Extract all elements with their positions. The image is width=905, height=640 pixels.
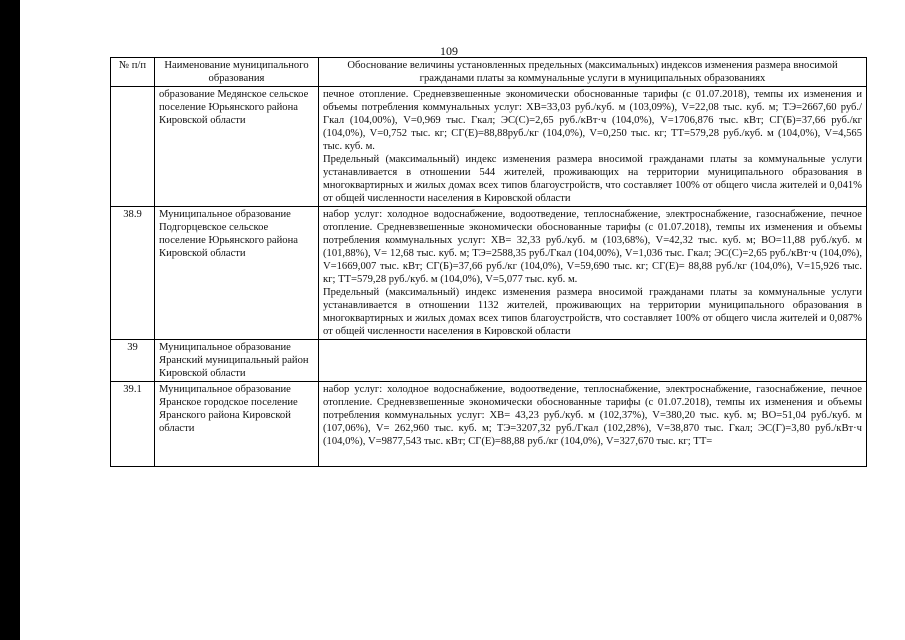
row-basis [319, 207, 867, 340]
row-name: Муниципальное образование Подгорцевское сельское поселение Юрьянского района Кировской области [155, 207, 319, 340]
table-row [111, 382, 867, 467]
basis-paragraph: набор услуг: холодное водоснабжение, водоотведение, теплоснабжение, электроснабжение, газоснабжение, печное отопление. Средневзвешенные экономически обоснованные тарифы (с 01.07.2018), темпы их изменения и объемы потребления коммунальных услуг: ХВ= 32,33 руб./куб. м (103,68%), V=42,32 тыс. куб. м; ВО=11,88 руб./куб. м (101,88%), V= 12,68 тыс. куб. м; ТЭ=2588,35 руб./Гкал (104,00%), V=1,036 тыс. Гкал; ЭС(С)=2,65 руб./кВт·ч (104,0%), V=1669,007 тыс. кВт; СГ(Б)=37,66 руб./кг (104,0%), V=59,690 тыс. кг; СГ(Е)= 88,88 руб./кг (104,0%), V=15,926 тыс. кг; ТТ=579,28 руб./куб. м (104,0%), V=5,077 тыс. куб. м. [323, 209, 862, 285]
basis-paragraph: Предельный (максимальный) индекс изменения размера вносимой гражданами платы за коммунальные услуги устанавливается в отношении 544 жителей, проживающих на территории муниципального образования в многоквартирных и жилых домах всех типов благоустройств, что составляет 100% от общего числа жителей и 0,041% от общей численности населения в Кировской области [323, 154, 862, 204]
table-header-row [111, 58, 867, 87]
row-number: 39 [111, 340, 155, 382]
table-row [111, 340, 867, 382]
basis-paragraph: Предельный (максимальный) индекс изменения размера вносимой гражданами платы за коммунальные услуги устанавливается в отношении 1132 жителей, проживающих на территории муниципального образования в многоквартирных и жилых домах всех типов благоустройств, что составляет 100% от общего числа жителей и 0,087% от общей численности населения в Кировской области [323, 287, 862, 337]
table-row [111, 207, 867, 340]
basis-paragraph: набор услуг: холодное водоснабжение, водоотведение, теплоснабжение, электроснабжение, газоснабжение, печное отопление. Средневзвешенные экономически обоснованные тарифы (с 01.07.2018), темпы их изменения и объемы потребления коммунальных услуг: ХВ= 43,23 руб./куб. м (102,37%), V=380,20 тыс. куб. м; ВО=51,04 руб./куб. м (107,06%), V= 262,960 тыс. куб. м; ТЭ=3207,32 руб./Гкал (102,28%), V=38,870 тыс. Гкал; ЭС(Г)=3,80 руб./кВт·ч (104,0%), V=9877,543 тыс. кВт; СГ(Е)=88,88 руб./кг (104,0%), V=327,670 тыс. кг; ТТ= [323, 384, 862, 447]
table-row [111, 87, 867, 207]
basis-clip [323, 383, 862, 465]
row-number [111, 87, 155, 207]
row-name: Муниципальное образование Яранский муниципальный район Кировской области [155, 340, 319, 382]
tariff-table [110, 57, 867, 467]
header-number: № п/п [111, 58, 155, 87]
row-basis [319, 87, 867, 207]
row-basis [319, 382, 867, 467]
row-name: образование Медянское сельское поселение Юрьянского района Кировской области [155, 87, 319, 207]
row-number: 38.9 [111, 207, 155, 340]
header-basis: Обоснование величины установленных предельных (максимальных) индексов изменения размера вносимой гражданами платы за коммунальные услуги в муниципальных образованиях [319, 58, 867, 87]
row-number: 39.1 [111, 382, 155, 467]
header-name: Наименование муниципального образования [155, 58, 319, 87]
page-number: 109 [440, 44, 458, 58]
row-basis [319, 340, 867, 382]
basis-paragraph: печное отопление. Средневзвешенные экономически обоснованные тарифы (с 01.07.2018), темпы их изменения и объемы потребления коммунальных услуг: ХВ=33,03 руб./куб. м (103,09%), V=22,08 тыс. куб. м; ТЭ=2667,60 руб./Гкал (104,00%), V=0,969 тыс. Гкал; ЭС(С)=2,65 руб./кВт·ч (104,0%), V=1706,876 тыс. кВт; СГ(Б)=37,66 руб./кг (104,0%), V=0,752 тыс. кг; СГ(Е)=88,88руб./кг (104,0%), V=0,250 тыс. кг; ТТ=579,28 руб./куб. м (104,0%), V=4,565 тыс. куб. м. [323, 89, 862, 152]
scan-edge-bar [0, 0, 20, 640]
row-name: Муниципальное образование Яранское городское поселение Яранского района Кировской области [155, 382, 319, 467]
